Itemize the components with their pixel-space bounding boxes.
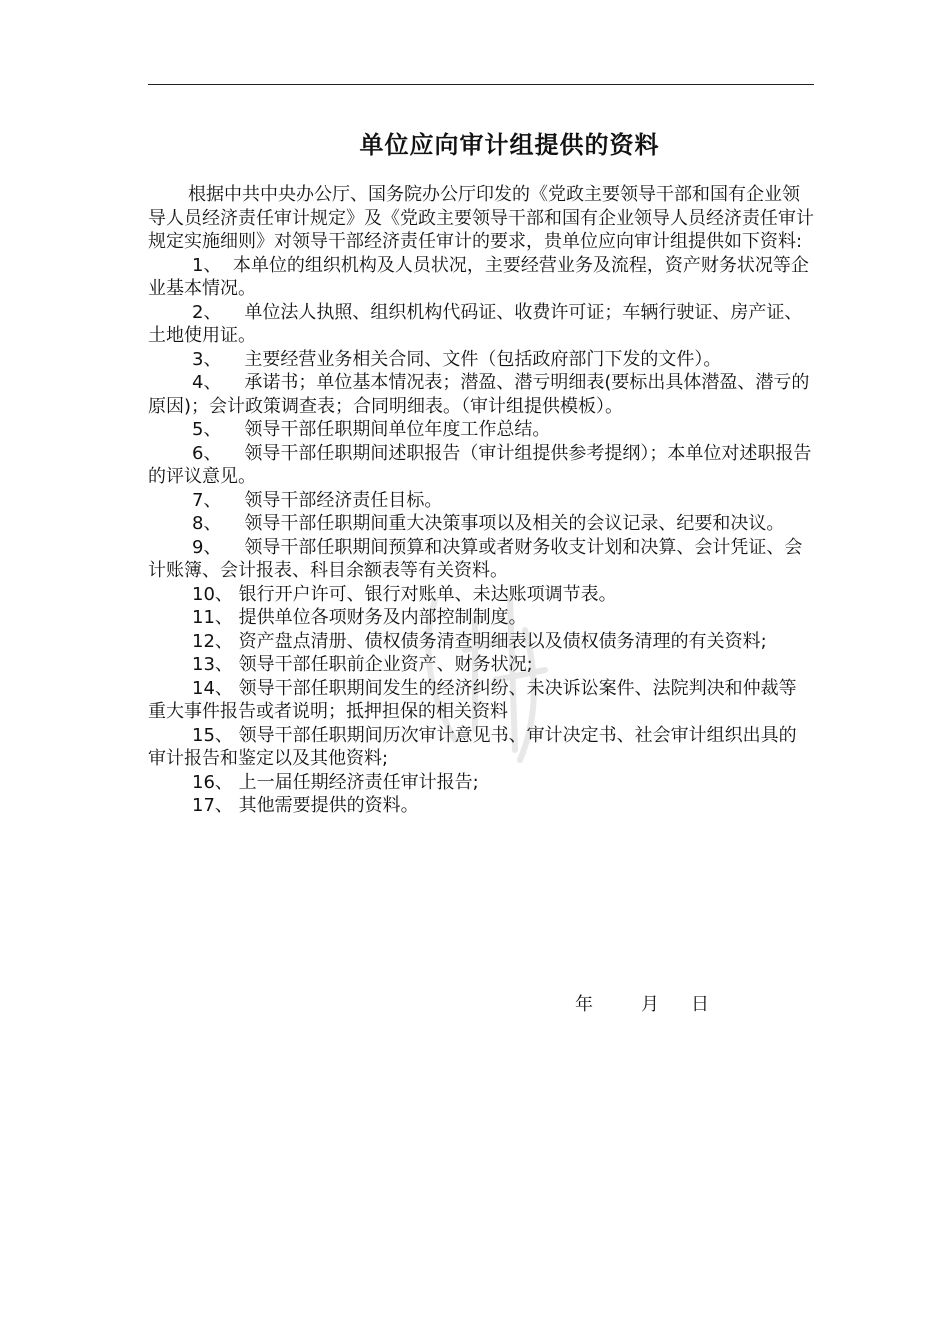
item-text: 领导干部任职期间预算和决算或者财务收支计划和决算、会计凭证、会计账簿、会计报表、科目余额表等有关资料。 (148, 536, 803, 581)
item-number: 9、 (192, 536, 222, 558)
item-text: 领导干部任职前企业资产、财务状况; (238, 654, 533, 675)
list-item (148, 536, 814, 583)
list-item (148, 442, 814, 489)
item-text: 承诺书；单位基本情况表；潜盈、潜亏明细表(要标出具体潜盈、潜亏的原因)；会计政策调查表；合同明细表。（审计组提供模板）。 (148, 372, 810, 417)
item-number: 5、 (192, 419, 222, 440)
item-number: 12、 (192, 630, 233, 652)
item-text: 领导干部经济责任目标。 (244, 489, 443, 511)
item-number: 16、 (192, 771, 233, 793)
list-item (148, 794, 814, 818)
item-text: 领导干部任职期间发生的经济纠纷、未决诉讼案件、法院判决和仲裁等重大事件报告或者说明；抵押担保的相关资料 (148, 677, 797, 722)
header-rule (148, 84, 814, 85)
list-item (148, 418, 814, 442)
item-number: 17、 (192, 795, 233, 816)
list-item (148, 254, 814, 301)
document-body (148, 183, 814, 818)
date-line (575, 990, 709, 1016)
item-text: 提供单位各项财务及内部控制制度。 (238, 607, 527, 628)
item-text: 单位法人执照、组织机构代码证、收费许可证；车辆行驶证、房产证、土地使用证。 (148, 301, 803, 346)
intro-paragraph: 根据中共中央办公厅、国务院办公厅印发的《党政主要领导干部和国有企业领导人员经济责任审计规定》及《党政主要领导干部和国有企业领导人员经济责任审计规定实施细则》对领导干部经济责任审计的要求，贵单位应向审计组提供如下资料: (148, 184, 814, 252)
item-text: 领导干部任职期间述职报告（审计组提供参考提纲）；本单位对述职报告的评议意见。 (148, 442, 812, 487)
list-item (148, 724, 814, 771)
item-text: 领导干部任职期间单位年度工作总结。 (244, 419, 551, 440)
date-month: 月 (641, 994, 659, 1015)
item-number: 4、 (192, 372, 222, 393)
date-day: 日 (691, 994, 709, 1015)
item-number: 15、 (192, 724, 233, 746)
item-text: 资产盘点清册、债权债务清查明细表以及债权债务清理的有关资料; (238, 630, 767, 652)
list-item (148, 583, 814, 607)
item-text: 银行开户许可、银行对账单、未达账项调节表。 (238, 583, 617, 605)
item-number: 6、 (192, 442, 222, 464)
item-number: 7、 (192, 489, 222, 511)
list-item (148, 630, 814, 654)
list-item (148, 771, 814, 795)
item-number: 8、 (192, 513, 222, 534)
list-item (148, 653, 814, 677)
item-number: 3、 (192, 348, 222, 370)
list-item (148, 348, 814, 372)
item-text: 上一届任期经济责任审计报告; (238, 771, 479, 793)
item-text: 本单位的组织机构及人员状况，主要经营业务及流程，资产财务状况等企业基本情况。 (148, 254, 809, 299)
list-item (148, 371, 814, 418)
list-item (148, 677, 814, 724)
item-number: 14、 (192, 677, 233, 699)
document-title: 单位应向审计组提供的资料 (359, 131, 660, 159)
item-text: 领导干部任职期间历次审计意见书、审计决定书、社会审计组织出具的审计报告和鉴定以及其他资料; (148, 724, 797, 769)
item-text: 其他需要提供的资料。 (238, 795, 419, 816)
item-number: 11、 (192, 607, 233, 628)
date-year: 年 (575, 994, 593, 1015)
item-number: 13、 (192, 654, 233, 675)
item-number: 2、 (192, 301, 222, 323)
list-item (148, 512, 814, 536)
item-number: 10、 (192, 583, 233, 605)
list-item (148, 301, 814, 348)
list-item (148, 606, 814, 630)
item-text: 领导干部任职期间重大决策事项以及相关的会议记录、纪要和决议。 (244, 513, 785, 534)
item-number: 1、 (192, 254, 222, 276)
item-text: 主要经营业务相关合同、文件（包括政府部门下发的文件）。 (244, 348, 722, 370)
list-item (148, 489, 814, 513)
